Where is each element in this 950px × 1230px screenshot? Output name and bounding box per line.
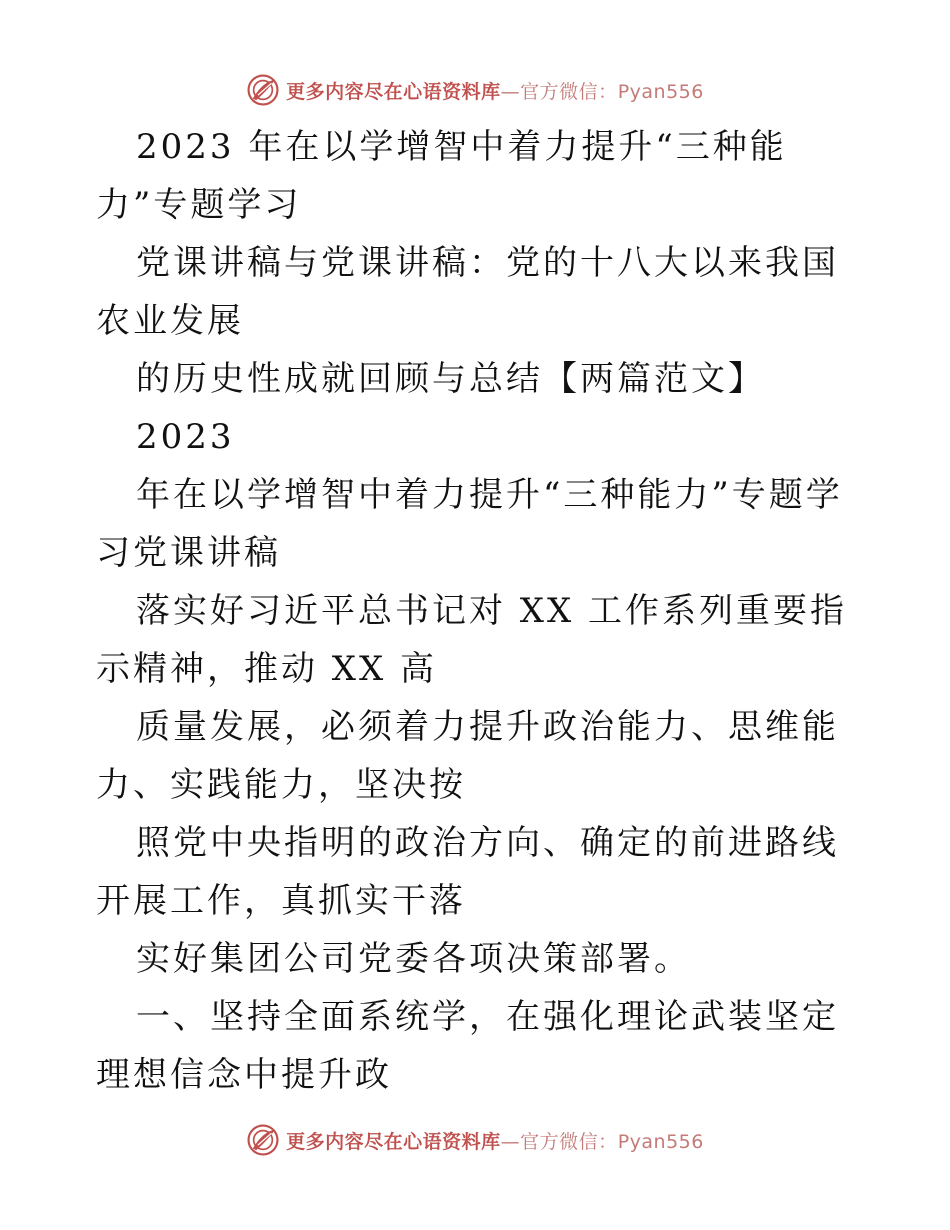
brand-logo-icon <box>246 1123 280 1157</box>
footer-watermark-banner <box>0 1120 950 1160</box>
doc-title-line-2: 党课讲稿与党课讲稿：党的十八大以来我国农业发展 <box>96 243 839 341</box>
watermark-text: 更多内容尽在心语资料库—官方微信：Pyan556 <box>286 80 704 103</box>
doc-paragraph: 落实好习近平总书记对 XX 工作系列重要指示精神，推动 XX 高 <box>96 591 848 689</box>
watermark-text: 更多内容尽在心语资料库—官方微信：Pyan556 <box>286 1130 704 1153</box>
doc-paragraph: 照党中央指明的政治方向、确定的前进路线开展工作，真抓实干落 <box>96 823 839 921</box>
doc-title-line-1: 2023 年在以学增智中着力提升“三种能力”专题学习 <box>96 127 787 225</box>
doc-title-line-3: 的历史性成就回顾与总结【两篇范文】 <box>136 359 765 399</box>
document-body <box>96 118 856 1104</box>
brand-logo-icon <box>246 73 280 107</box>
doc-section-heading: 一、坚持全面系统学，在强化理论武装坚定理想信念中提升政 <box>96 997 839 1095</box>
doc-year-line: 2023 <box>136 417 235 457</box>
doc-paragraph: 质量发展，必须着力提升政治能力、思维能力、实践能力，坚决按 <box>96 707 839 805</box>
header-watermark-banner <box>0 70 950 110</box>
doc-subtitle: 年在以学增智中着力提升“三种能力”专题学习党课讲稿 <box>96 475 843 573</box>
doc-paragraph: 实好集团公司党委各项决策部署。 <box>136 939 691 979</box>
